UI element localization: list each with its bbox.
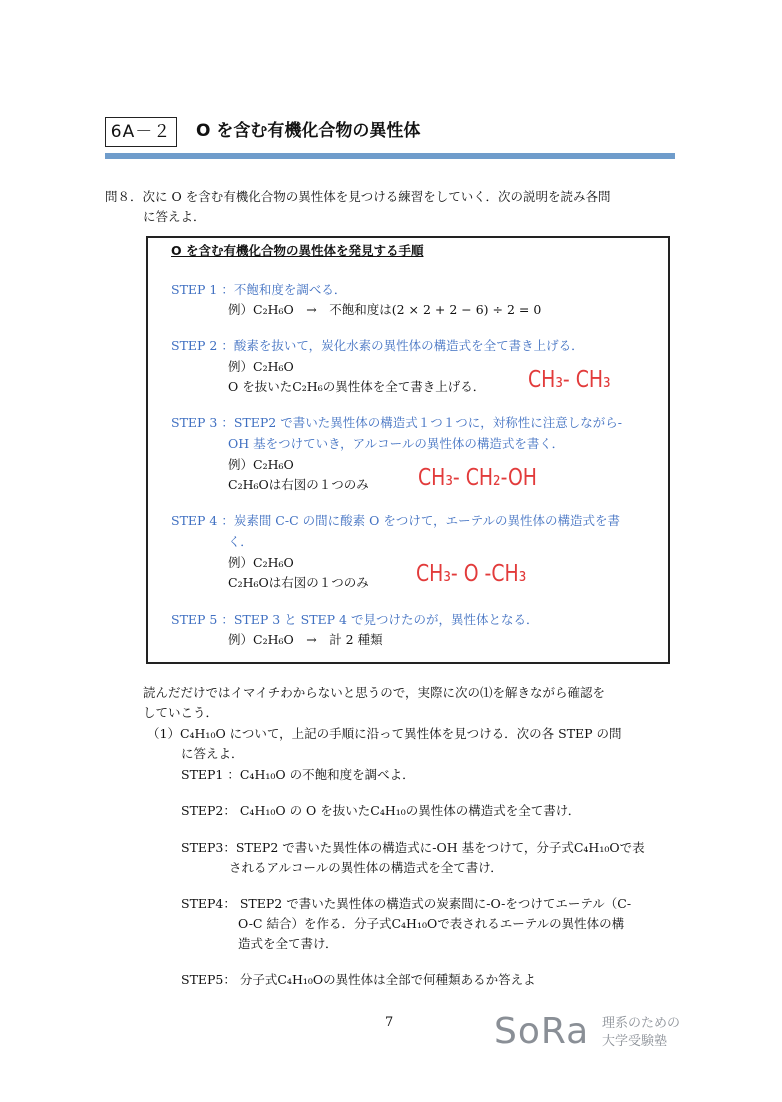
logo-tagline-2: 大学受験塾	[602, 1034, 668, 1049]
step2-label: STEP 2 ：酸素を抜いて，炭化水素の異性体の構造式を全て書き上げる．	[171, 338, 584, 353]
step4-label-line2: く．	[228, 534, 253, 549]
subq1-step5: STEP5： 分子式C₄H₁₀Oの異性体は全部で何種類あるか答えよ	[181, 972, 536, 987]
step1-example: 例）C₂H₆O → 不飽和度は(2 × 2 + 2 − 6) ÷ 2 = 0	[228, 302, 542, 317]
step5-example: 例）C₂H₆O → 計 2 種類	[228, 632, 383, 647]
subq1-step3-line2: されるアルコールの異性体の構造式を全て書け．	[229, 860, 503, 875]
procedure-heading: O を含む有機化合物の異性体を発見する手順	[171, 243, 424, 258]
subq1-line-1: （1）C₄H₁₀O について，上記の手順に沿って異性体を見つける．次の各 STEP の問	[147, 726, 622, 741]
title-underline-bar	[105, 153, 675, 159]
step1-label: STEP 1 ：不飽和度を調べる．	[171, 282, 347, 297]
step3-example: 例）C₂H₆O	[228, 457, 294, 472]
page-number: 7	[385, 1015, 394, 1030]
step3-handwritten-formula: CH₃- CH₂-OH	[418, 465, 537, 491]
question-line-2: に答えよ．	[143, 209, 206, 224]
subq1-step1: STEP1 ：C₄H₁₀O の不飽和度を調べよ．	[181, 767, 415, 782]
step5-label: STEP 5 ：STEP 3 と STEP 4 で見つけたのが，異性体となる．	[171, 612, 539, 627]
step4-label-line1: STEP 4 ：炭素間 C-C の間に酸素 O をつけて，エーテルの異性体の構造式を書	[171, 513, 620, 528]
step2-note: O を抜いたC₂H₆の異性体を全て書き上げる．	[228, 379, 486, 394]
step3-note: C₂H₆Oは右図の１つのみ	[228, 477, 369, 492]
logo-wordmark: SoRa	[494, 1011, 590, 1052]
sora-logo	[494, 1012, 684, 1056]
intro-line-2: していこう．	[143, 705, 219, 720]
subq1-step2: STEP2： C₄H₁₀O の O を抜いたC₄H₁₀の異性体の構造式を全て書け．	[181, 803, 581, 818]
subq1-step4-line2: O-C 結合）を作る．分子式C₄H₁₀Oで表されるエーテルの異性体の構	[238, 916, 625, 931]
page-title: O を含む有機化合物の異性体	[196, 121, 421, 141]
step3-label-line2: OH 基をつけていき，アルコールの異性体の構造式を書く．	[228, 436, 565, 451]
step2-handwritten-formula: CH₃- CH₃	[528, 367, 611, 393]
subq1-step4-line1: STEP4： STEP2 で書いた異性体の構造式の炭素間に-O-をつけてエーテル（C-	[181, 896, 632, 911]
subq1-step3-line1: STEP3：STEP2 で書いた異性体の構造式に-OH 基をつけて，分子式C₄H₁₀Oで表	[181, 840, 645, 855]
section-number-box: 6A－２	[105, 117, 177, 147]
step4-note: C₂H₆Oは右図の１つのみ	[228, 575, 369, 590]
intro-line-1: 読んだだけではイマイチわからないと思うので，実際に次の⑴を解きながら確認を	[143, 685, 606, 700]
subq1-line-2: に答えよ．	[181, 746, 244, 761]
subq1-step4-line3: 造式を全て書け．	[238, 936, 338, 951]
step4-example: 例）C₂H₆O	[228, 555, 294, 570]
logo-tagline-1: 理系のための	[602, 1016, 681, 1031]
question-line-1: 問８．次に O を含む有機化合物の異性体を見つける練習をしていく．次の説明を読み各問	[105, 189, 611, 204]
step3-label-line1: STEP 3 ：STEP2 で書いた異性体の構造式１つ１つに，対称性に注意しながら-	[171, 415, 622, 430]
step2-example: 例）C₂H₆O	[228, 359, 294, 374]
step4-handwritten-formula: CH₃- O -CH₃	[416, 561, 527, 587]
